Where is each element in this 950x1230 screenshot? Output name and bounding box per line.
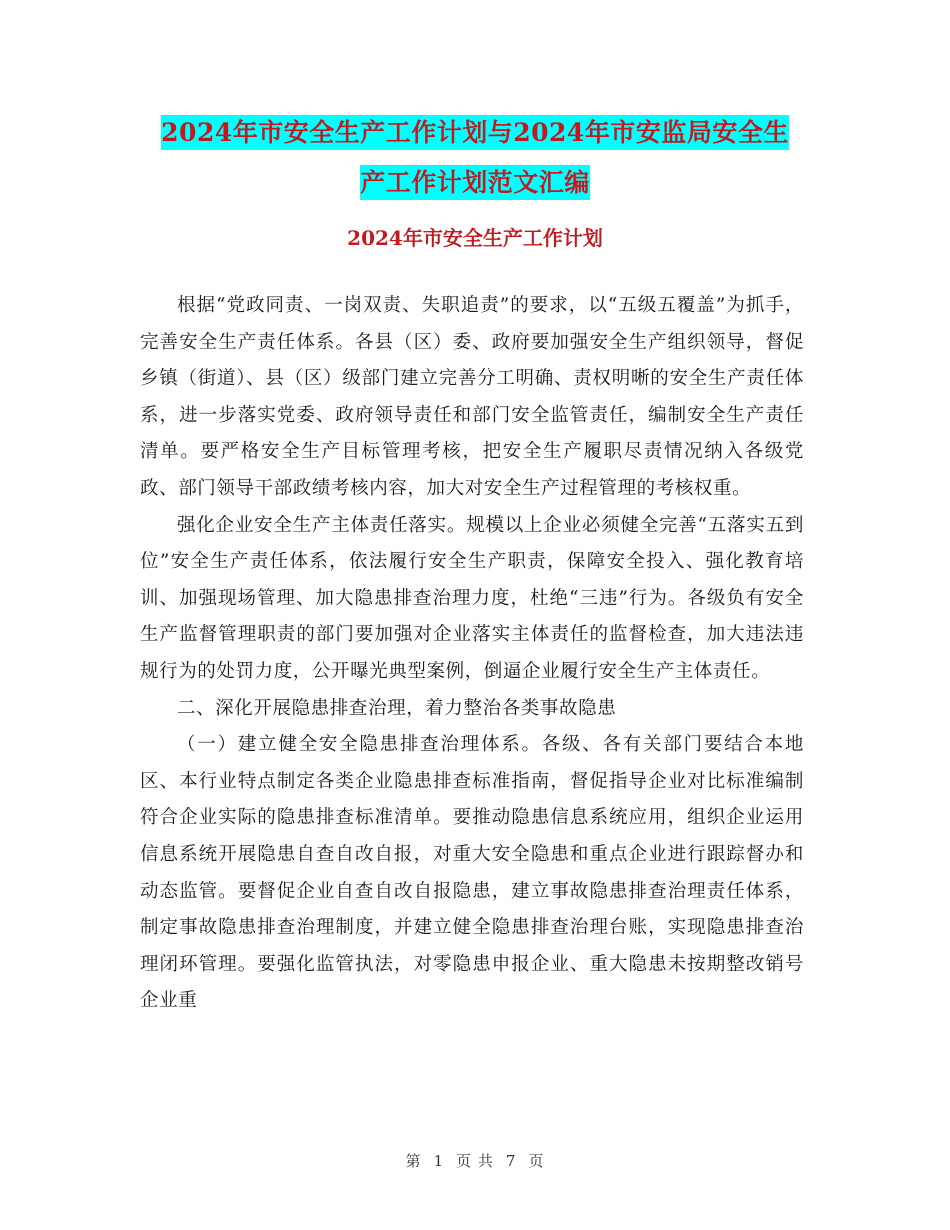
paragraph-responsibility-system: 根据“党政同责、一岗双责、失职追责”的要求，以“五级五覆盖”为抓手，完善安全生产责任体系。各县（区）委、政府要加强安全生产组织领导，督促乡镇（街道）、县（区）级部门建立完善分工明确、责权明晰的安全生产责任体系，进一步落实党委、政府领导责任和部门安全监管责任，编制安全生产责任清单。要严格安全生产目标管理考核，把安全生产履职尽责情况纳入各级党政、部门领导干部政绩考核内容，加大对安全生产过程管理的考核权重。 xyxy=(140,295,804,499)
section-title: 2024年市安全生产工作计划 xyxy=(347,226,603,250)
total-pages-number: 7 xyxy=(505,1152,517,1170)
page-label-mid: 页 共 xyxy=(456,1152,494,1170)
document-title-line-1: 2024年市安全生产工作计划与2024年市安监局安全生 xyxy=(161,115,789,150)
paragraph-heading-hazard-inspection: 二、深化开展隐患排查治理，着力整治各类事故隐患 xyxy=(177,697,617,719)
paragraph-hazard-system: （一）建立健全安全隐患排查治理体系。各级、各有关部门要结合本地区、本行业特点制定各类企业隐患排查标准指南，督促指导企业对比标准编制符合企业实际的隐患排查标准清单。要推动隐患信息系统应用，组织企业运用信息系统开展隐患自查自改自报，对重大安全隐患和重点企业进行跟踪督办和动态监管。要督促企业自查自改自报隐患，建立事故隐患排查治理责任体系，制定事故隐患排查治理制度，并建立健全隐患排查治理台账，实现隐患排查治理闭环管理。要强化监管执法，对零隐患申报企业、重大隐患未按期整改销号企业重 xyxy=(140,734,804,1012)
document-body xyxy=(140,288,804,1020)
document-title xyxy=(140,108,810,208)
page-label-suffix: 页 xyxy=(528,1152,545,1170)
paragraph-enterprise-responsibility: 强化企业安全生产主体责任落实。规模以上企业必须健全完善“五落实五到位”安全生产责任体系，依法履行安全生产职责，保障安全投入、强化教育培训、加强现场管理、加大隐患排查治理力度，杜绝“三违”行为。各级负有安全生产监督管理职责的部门要加强对企业落实主体责任的监督检查，加大违法违规行为的处罚力度，公开曝光典型案例，倒逼企业履行安全生产主体责任。 xyxy=(140,514,804,682)
page-label-prefix: 第 xyxy=(405,1152,422,1170)
current-page-number: 1 xyxy=(433,1152,445,1170)
page-footer xyxy=(0,1150,950,1171)
document-title-line-2: 产工作计划范文汇编 xyxy=(360,165,590,200)
